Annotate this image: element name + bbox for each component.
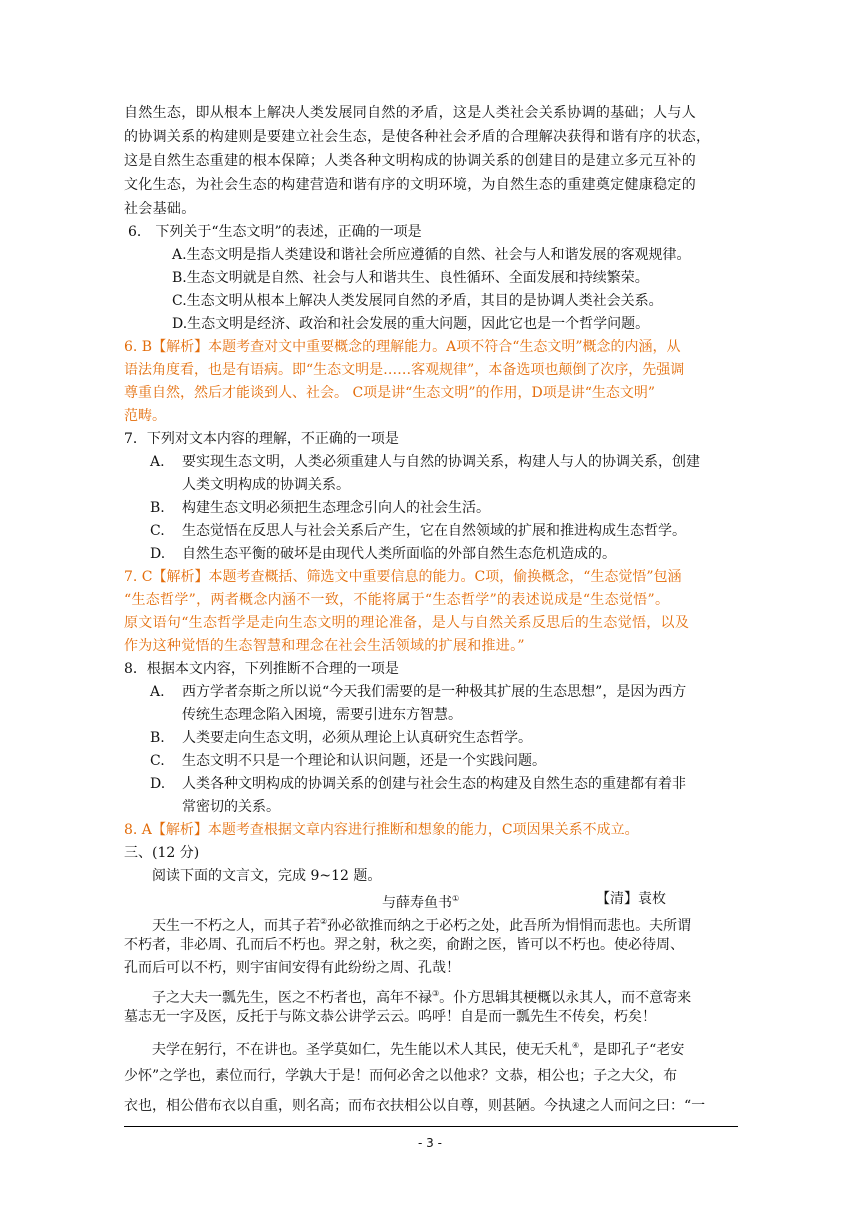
footnote-marker: ③ (432, 989, 440, 998)
q8-option-a-text: 西方学者奈斯之所以说“今天我们需要的是一种极其扩展的生态思想”，是因为西方 (182, 684, 687, 700)
q8-option-d-text: 人类各种文明构成的协调关系的创建与社会生态的构建及自然生态的重建都有着非 (182, 776, 686, 792)
q7-option-b-text: 构建生态文明必须把生态理念引向人的社会生活。 (182, 500, 490, 516)
q7-option-d-text: 自然生态平衡的破坏是由现代人类所面临的外部自然生态危机造成的。 (182, 546, 616, 562)
q8-option-a-letter: A. (150, 684, 165, 700)
q8-option-d-text: 常密切的关系。 (182, 799, 280, 815)
q6-answer-line: 6. B【解析】本题考查对文中重要概念的理解能力。A项不符合“生态文明”概念的内涵，从 (124, 339, 681, 355)
passage-line: 自然生态，即从根本上解决人类发展同自然的矛盾，这是人类社会关系协调的基础；人与人 (124, 105, 696, 121)
q6-option-d: D.生态文明是经济、政治和社会发展的重大问题，因此它也是一个哲学问题。 (172, 316, 650, 332)
q8-option-b-text: 人类要走向生态文明，必须从理论上认真研究生态哲学。 (182, 730, 532, 746)
essay-title (382, 889, 459, 913)
q7-answer-line: 原文语句“生态哲学是走向生态文明的理论准备，是人与自然关系反思后的生态觉悟，以及 (124, 615, 690, 631)
q8-answer-line: 8. A【解析】本题考查根据文章内容进行推断和想象的能力，C项因果关系不成立。 (124, 822, 639, 838)
q6-answer-line: 语法角度看，也是有语病。即“生态文明是……客观规律”，本备选项也颠倒了次序，先强调 (124, 362, 685, 378)
q8-option-c-text: 生态文明不只是一个理论和认识问题，还是一个实践问题。 (182, 753, 546, 769)
q7-option-c-letter: C. (150, 523, 165, 539)
q6-answer-line: 尊重自然，然后才能谈到人、社会。 C项是讲“生态文明”的作用，D项是讲“生态文明” (124, 385, 656, 401)
q7-option-a-text: 要实现生态文明，人类必须重建人与自然的协调关系，构建人与人的协调关系，创建 (182, 454, 700, 470)
footnote-marker: ④ (572, 1041, 580, 1050)
q8-option-d-letter: D. (150, 776, 166, 792)
q7-answer-line: 7. C【解析】本题考查概括、筛选文中重要信息的能力。C项，偷换概念，“生态觉悟”包涵 (124, 569, 682, 585)
q6-option-c: C.生态文明从根本上解决人类发展同自然的矛盾，其目的是协调人类社会关系。 (172, 293, 663, 309)
q7-option-c-text: 生态觉悟在反思人与社会关系后产生，它在自然领域的扩展和推进构成生态哲学。 (182, 523, 686, 539)
q8-option-c-letter: C. (150, 753, 165, 769)
question-6-stem: 6． 下列关于“生态文明”的表述，正确的一项是 (128, 224, 422, 240)
footnote-marker: ② (320, 917, 328, 926)
essay-author: 【清】袁枚 (596, 891, 666, 907)
essay-line: 衣也，相公借布衣以自重，则名高；而布衣扶相公以自尊，则甚陋。今执逮之人而问之曰：“一 (124, 1098, 706, 1114)
essay-line: 夫学在躬行，不在讲也。圣学莫如仁，先生能以术人其民，使无夭札④，是即孔子“老安 (152, 1041, 685, 1058)
footnote-marker: ① (452, 894, 460, 903)
passage-line: 的协调关系的构建则是要建立社会生态，是使各种社会矛盾的合理解决获得和谐有序的状态， (124, 129, 711, 145)
question-7-stem: 7．下列对文本内容的理解，不正确的一项是 (124, 431, 399, 447)
q8-option-a-text: 传统生态理念陷入困境，需要引进东方智慧。 (182, 707, 462, 723)
q6-option-b: B.生态文明就是自然、社会与人和谐共生、良性循环、全面发展和持续繁荣。 (172, 270, 649, 286)
passage-line: 这是自然生态重建的根本保障；人类各种文明构成的协调关系的创建目的是建立多元互补的 (124, 153, 696, 169)
q7-answer-line: 作为这种觉悟的生态智慧和理念在社会生活领域的扩展和推进。” (124, 638, 525, 654)
essay-line: 少怀”之学也，素位而行，学孰大于是！而何必舍之以他求？文恭，相公也；子之大父，布 (124, 1068, 678, 1084)
q7-option-d-letter: D. (150, 546, 166, 562)
q7-option-a-letter: A. (150, 454, 165, 470)
essay-title-text: 与薛寿鱼书 (382, 895, 452, 911)
passage-line: 社会基础。 (124, 201, 196, 217)
q6-option-a: A.生态文明是指人类建设和谐社会所应遵循的自然、社会与人和谐发展的客观规律。 (172, 247, 691, 263)
q6-answer-line: 范畴。 (124, 408, 166, 424)
passage-line: 文化生态，为社会生态的构建营造和谐有序的文明环境，为自然生态的重建奠定健康稳定的 (124, 177, 696, 193)
q8-option-b-letter: B. (150, 730, 165, 746)
q7-option-b-letter: B. (150, 500, 165, 516)
question-8-stem: 8．根据本文内容，下列推断不合理的一项是 (124, 661, 399, 677)
essay-line: 墓志无一字及医，反托于与陈文恭公讲学云云。呜呼！自是而一瓢先生不传矣，朽矣！ (124, 1009, 656, 1025)
essay-line: 孔而后可以不朽，则宇宙间安得有此纷纷之周、孔哉！ (124, 960, 460, 976)
footer-divider (124, 1126, 738, 1127)
q7-answer-line: “生态哲学”，两者概念内涵不一致，不能将属于“生态哲学”的表述说成是“生态觉悟”。 (124, 592, 670, 608)
essay-line: 天生一不朽之人，而其子若②孙必欲推而纳之于必朽之处，此吾所为悁悁而悲也。夫所谓 (152, 917, 692, 934)
section-3-instruction: 阅读下面的文言文，完成 9~12 题。 (152, 868, 382, 884)
essay-line: 子之大夫一瓢先生，医之不朽者也，高年不禄③。仆方思辑其梗概以永其人，而不意寄来 (152, 989, 692, 1006)
section-3-heading: 三、(12 分) (124, 845, 200, 861)
q7-option-a-text: 人类文明构成的协调关系。 (182, 477, 350, 493)
page-number: - 3 - (418, 1136, 442, 1150)
essay-line: 不朽者，非必周、孔而后不朽也。羿之射，秋之奕，俞跗之医，皆可以不朽也。使必待周、 (124, 937, 684, 953)
